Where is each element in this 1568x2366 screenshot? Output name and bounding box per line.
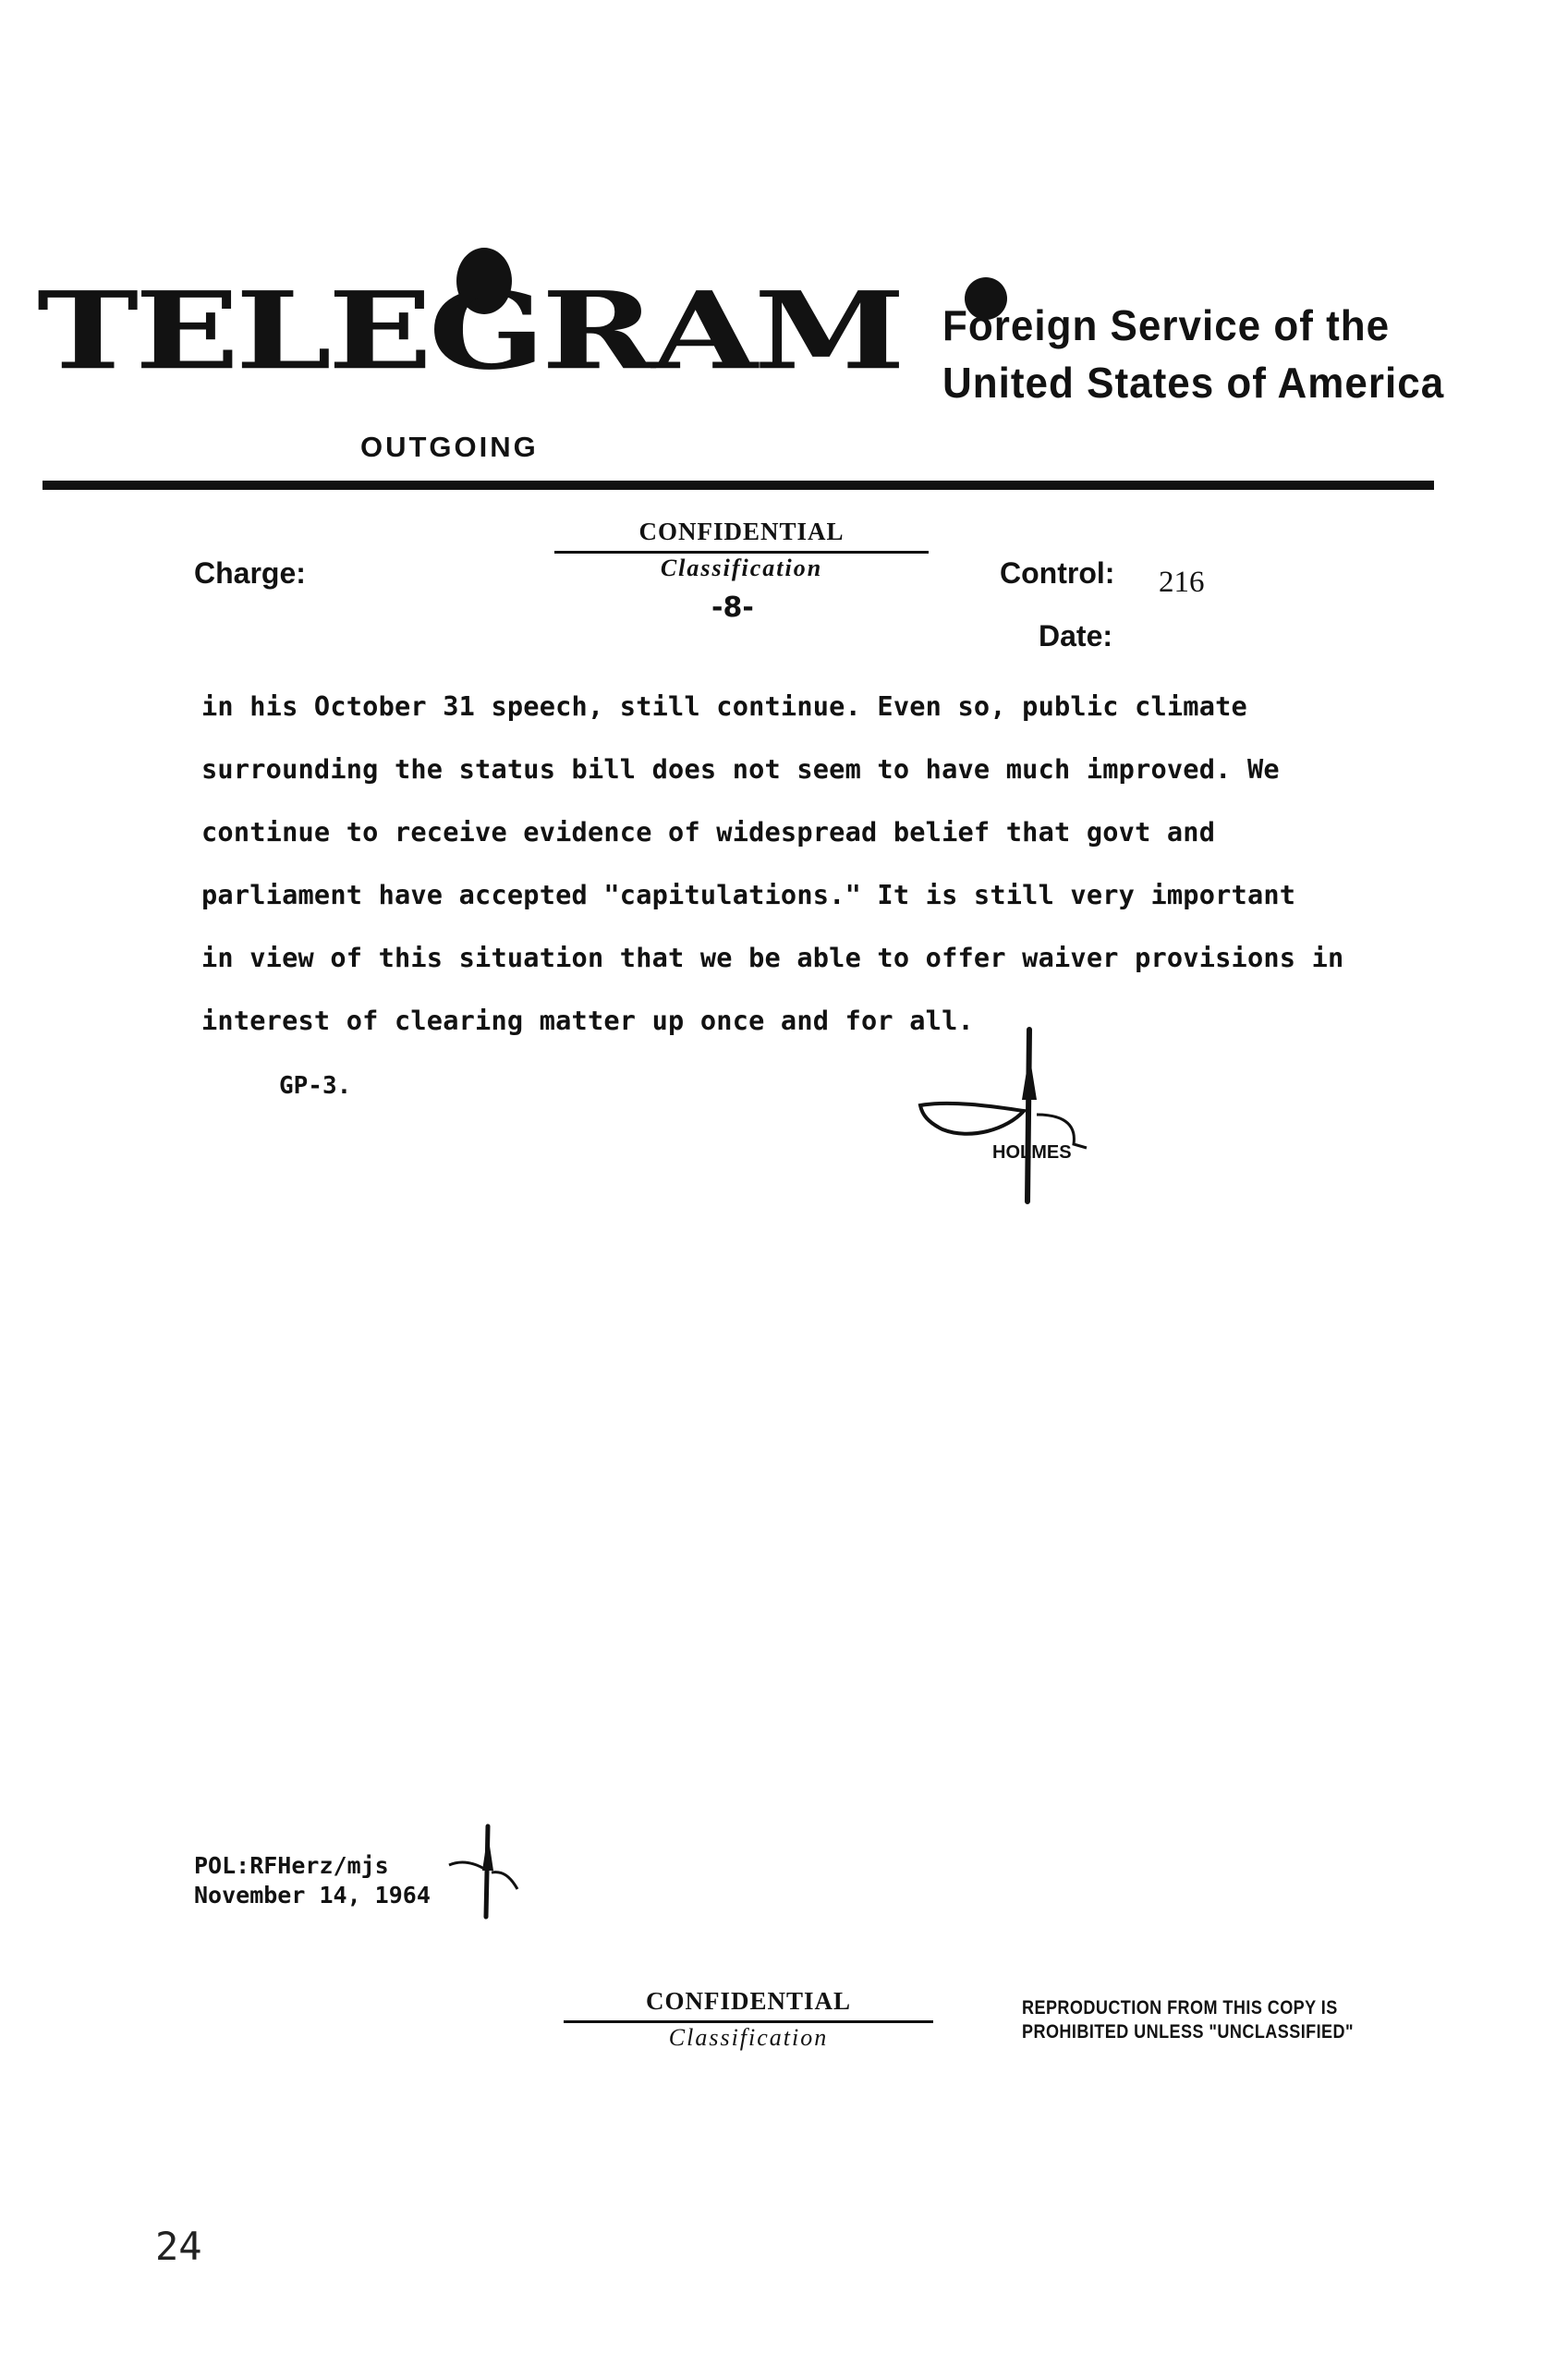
- date-label: Date:: [1039, 619, 1113, 652]
- body-line: interest of clearing matter up once and for all.: [201, 1005, 974, 1036]
- page-number: 24: [155, 2224, 202, 2269]
- drafter-date: November 14, 1964: [194, 1882, 431, 1909]
- drafter-initials: POL:RFHerz/mjs: [194, 1852, 389, 1879]
- classification-rule: [554, 551, 929, 554]
- body-line: parliament have accepted "capitulations." It is still very important: [201, 879, 1296, 910]
- service-line-2: United States of America: [942, 359, 1445, 408]
- clearance-initial-mark: [444, 1821, 545, 1922]
- service-line-1: Foreign Service of the: [942, 301, 1391, 350]
- body-line: surrounding the status bill does not seem to have much improved. We: [201, 753, 1280, 785]
- control-value: 216: [1159, 566, 1205, 599]
- reference-code: GP-3.: [279, 1072, 352, 1100]
- telegram-title: TELEGRAM: [37, 267, 902, 394]
- signature-name: HOLMES: [992, 1142, 1072, 1163]
- bottom-classification-rule: [564, 2020, 933, 2023]
- body-line: continue to receive evidence of widespread belief that govt and: [201, 816, 1216, 848]
- control-label: Control:: [1000, 556, 1115, 590]
- charge-label: Charge:: [194, 556, 306, 590]
- direction-label: OUTGOING: [360, 431, 539, 463]
- body-line: in view of this situation that we be able to offer waiver provisions in: [201, 942, 1344, 973]
- reproduction-notice-line-1: REPRODUCTION FROM THIS COPY IS: [1022, 1997, 1338, 2018]
- classification-mark: -8-: [711, 592, 754, 624]
- bottom-classification-label: Classification: [668, 2024, 829, 2051]
- classification-value: CONFIDENTIAL: [638, 518, 845, 545]
- classification-label: Classification: [660, 555, 823, 581]
- signature-mark: [915, 1026, 1109, 1211]
- bottom-classification-value: CONFIDENTIAL: [645, 1987, 852, 2015]
- header-rule: [43, 481, 1434, 490]
- reproduction-notice-line-2: PROHIBITED UNLESS "UNCLASSIFIED": [1022, 2021, 1355, 2043]
- body-line: in his October 31 speech, still continue. Even so, public climate: [201, 690, 1247, 722]
